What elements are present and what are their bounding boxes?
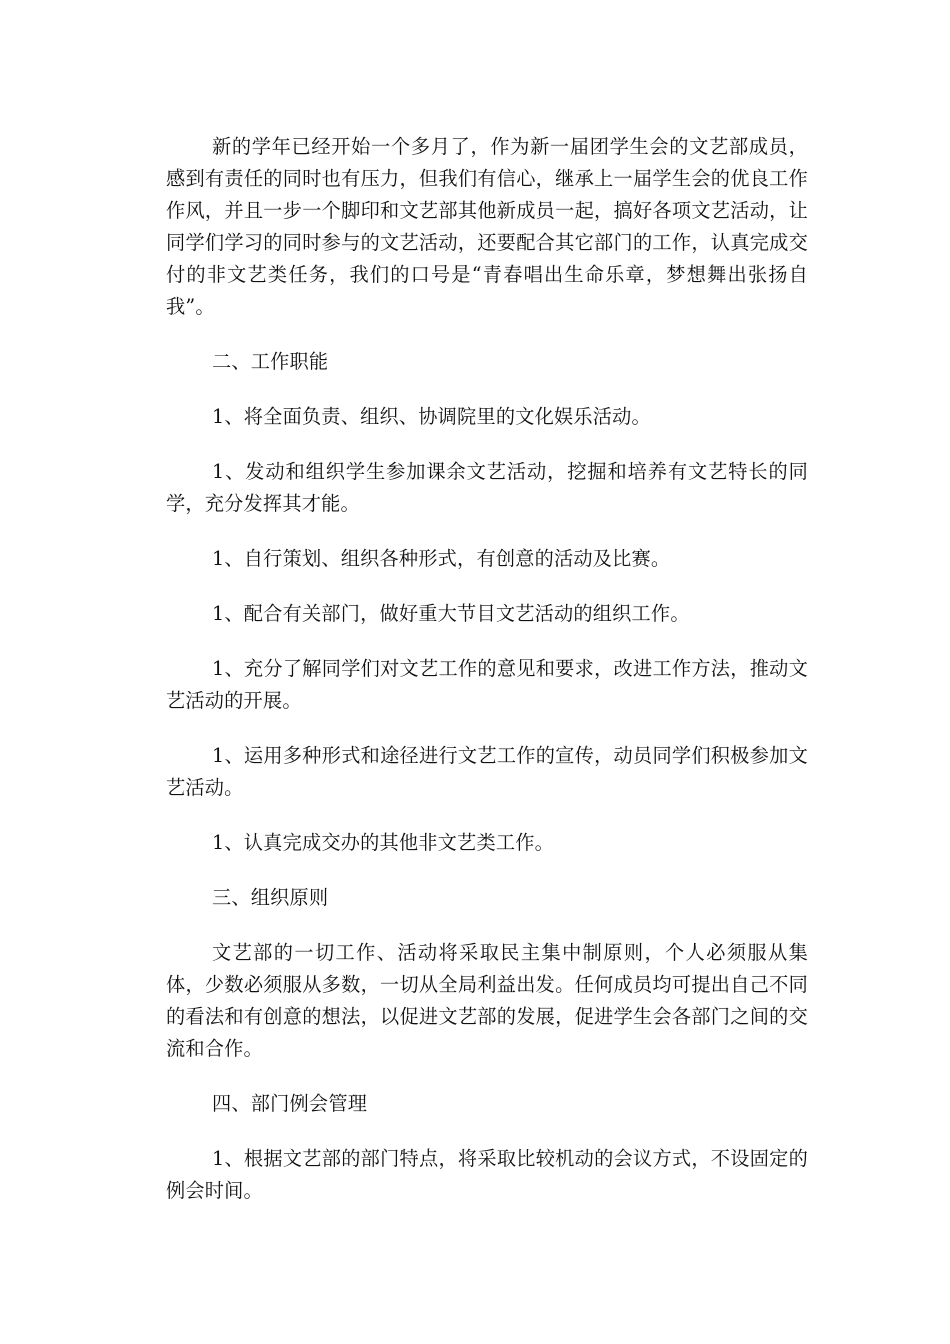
document-body <box>166 131 808 1207</box>
function-item: 1、将全面负责、组织、协调院里的文化娱乐活动。 <box>212 405 651 428</box>
function-item: 1、充分了解同学们对文艺工作的意见和要求，改进工作方法，推动文艺活动的开展。 <box>166 657 808 712</box>
function-item: 1、配合有关部门，做好重大节目文艺活动的组织工作。 <box>212 602 690 625</box>
intro-paragraph: 新的学年已经开始一个多月了，作为新一届团学生会的文艺部成员，感到有责任的同时也有压力，但我们有信心，继承上一届学生会的优良工作作风，并且一步一个脚印和文艺部其他新成员一起，搞好各项文艺活动，让同学们学习的同时参与的文艺活动，还要配合其它部门的工作，认真完成交付的非文艺类任务，我们的口号是“青春唱出生命乐章，梦想舞出张扬自我”。 <box>166 135 808 318</box>
function-item: 1、自行策划、组织各种形式，有创意的活动及比赛。 <box>212 547 671 570</box>
function-item: 1、认真完成交办的其他非文艺类工作。 <box>212 831 554 854</box>
section-heading-meeting-management: 四、部门例会管理 <box>212 1092 368 1115</box>
section-heading-work-functions: 二、工作职能 <box>212 350 329 373</box>
meeting-item: 1、根据文艺部的部门特点，将采取比较机动的会议方式，不设固定的例会时间。 <box>166 1147 808 1202</box>
section-heading-organization-principles: 三、组织原则 <box>212 886 329 909</box>
principles-paragraph: 文艺部的一切工作、活动将采取民主集中制原则，个人必须服从集体，少数必须服从多数，一切从全局利益出发。任何成员均可提出自己不同的看法和有创意的想法，以促进文艺部的发展，促进学生会各部门之间的交流和合作。 <box>166 941 808 1060</box>
function-item: 1、发动和组织学生参加课余文艺活动，挖掘和培养有文艺特长的同学，充分发挥其才能。 <box>166 460 808 515</box>
function-item: 1、运用多种形式和途径进行文艺工作的宣传，动员同学们积极参加文艺活动。 <box>166 744 808 799</box>
